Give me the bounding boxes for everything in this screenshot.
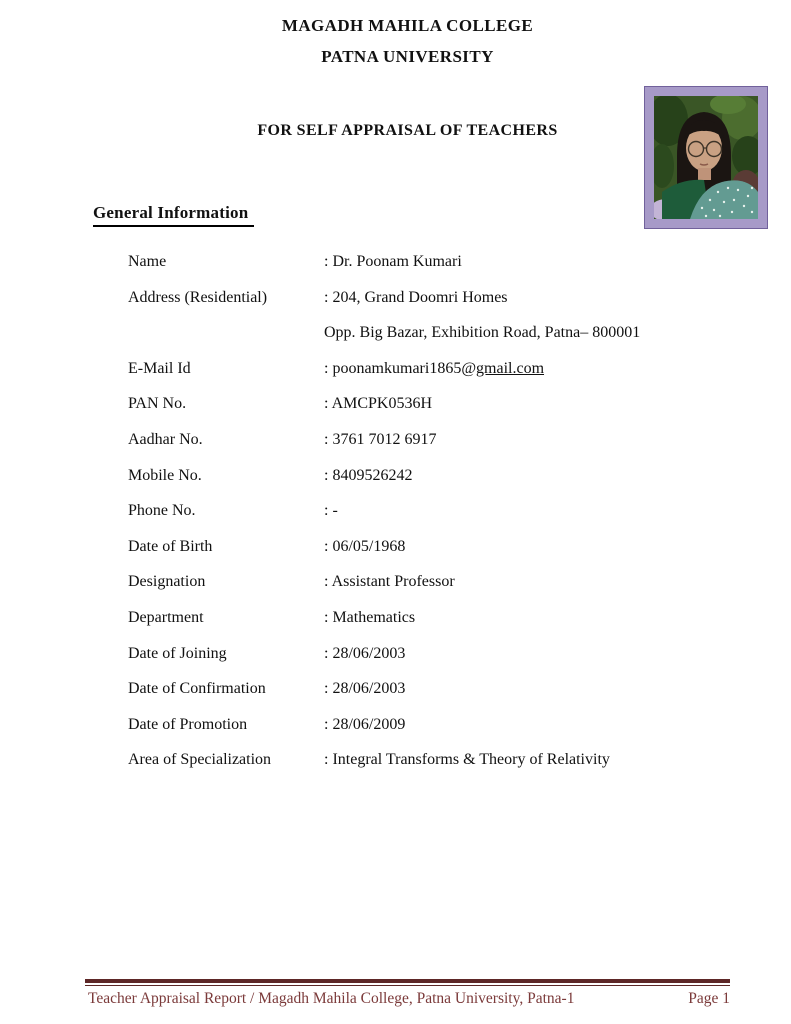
teacher-photo-frame [645,87,767,228]
info-value: : Assistant Professor [324,573,455,591]
info-value: : Mathematics [324,608,416,626]
info-value: : 28/06/2009 [324,715,406,733]
info-label [128,323,324,343]
info-label: Phone No. [128,502,196,520]
info-label: Department [128,608,204,626]
college-name: MAGADH MAHILA COLLEGE [281,16,534,35]
info-value: : 3761 7012 6917 [324,430,437,448]
footer-report-title: Teacher Appraisal Report / Magadh Mahila College, Patna University, Patna-1 [88,990,575,1007]
university-name: PATNA UNIVERSITY [321,47,494,66]
footer-page-number: Page 1 [688,990,730,1007]
info-value: : AMCPK0536H [324,395,433,413]
info-label: Name [128,253,167,270]
info-row [128,252,708,272]
info-row [128,394,708,414]
info-row [128,288,708,308]
info-label: E-Mail Id [128,359,191,377]
info-label: Address (Residential) [128,288,268,306]
form-title: FOR SELF APPRAISAL OF TEACHERS [257,122,558,139]
info-value: : Dr. Poonam Kumari [324,253,462,270]
document-header [85,16,730,67]
info-value: : - [324,502,338,520]
info-label: PAN No. [128,395,187,413]
info-row [128,750,708,770]
info-value: : Integral Transforms & Theory of Relativity [324,751,610,769]
info-row [128,537,708,557]
footer-rule [85,979,730,986]
info-label: Area of Specialization [128,751,272,769]
info-label: Designation [128,573,206,591]
info-value: Opp. Big Bazar, Exhibition Road, Patna– 800001 [324,324,641,342]
info-label: Mobile No. [128,466,202,484]
info-value: : 28/06/2003 [324,680,406,698]
general-information-rows [128,252,708,786]
section-heading: General Information [93,203,254,227]
info-row [128,608,708,628]
info-row [128,715,708,735]
info-row [128,501,708,521]
teacher-portrait-photo [654,96,758,219]
info-label: Aadhar No. [128,430,203,448]
info-value: : 28/06/2003 [324,644,406,662]
info-value: : 204, Grand Doomri Homes [324,288,508,306]
info-label: Date of Birth [128,537,213,555]
info-row [128,679,708,699]
info-value: : 06/05/1968 [324,537,406,555]
info-label: Date of Joining [128,644,227,662]
info-value-underlined: gmail.com [476,359,545,377]
info-row [128,323,708,343]
info-label: Date of Confirmation [128,680,266,698]
info-row [128,466,708,486]
info-value: : 8409526242 [324,466,413,484]
info-row [128,572,708,592]
info-row [128,644,708,664]
info-label: Date of Promotion [128,715,248,733]
info-row [128,359,708,379]
page-footer [88,990,730,1008]
info-value: : poonamkumari1865@gmail.com [324,359,545,377]
info-row [128,430,708,450]
